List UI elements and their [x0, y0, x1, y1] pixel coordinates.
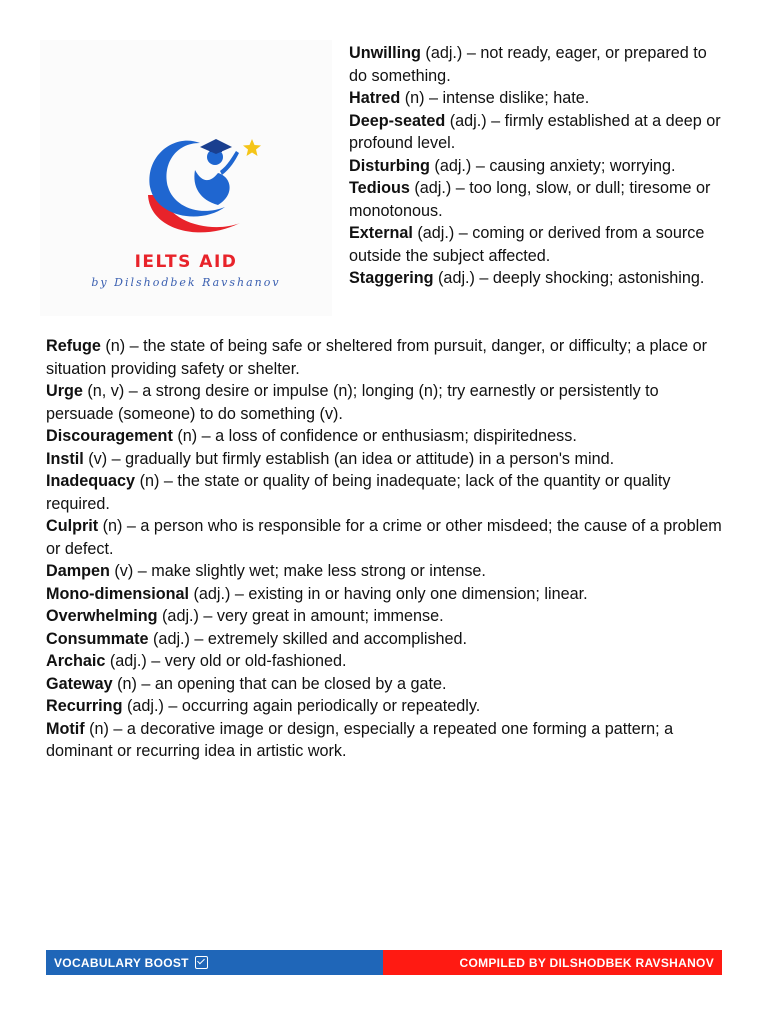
- vocabulary-entry: [46, 583, 728, 606]
- entry-definition: (adj.) – deeply shocking; astonishing.: [433, 269, 705, 287]
- entry-definition: (adj.) – too long, slow, or dull; tiresome or monotonous.: [349, 179, 711, 220]
- vocabulary-entry: [349, 177, 727, 222]
- entry-definition: (v) – gradually but firmly establish (an idea or attitude) in a person's mind.: [83, 449, 615, 468]
- entry-definition: (n) – an opening that can be closed by a gate.: [112, 674, 447, 693]
- entry-definition: (n) – a decorative image or design, especially a repeated one forming a pattern; a dominant or recurring idea in artistic work.: [46, 719, 674, 760]
- entry-term: Consummate: [46, 629, 149, 648]
- entry-term: Gateway: [46, 674, 113, 693]
- footer-left: [46, 950, 383, 975]
- entry-term: Culprit: [46, 517, 99, 535]
- vocabulary-entry: [46, 605, 728, 628]
- entry-term: Staggering: [349, 269, 434, 287]
- entry-definition: (n) – the state of being safe or sheltered from pursuit, danger, or difficulty; a place or situation providing safety or shelter.: [46, 337, 708, 378]
- entry-definition: (n) – intense dislike; hate.: [400, 89, 590, 107]
- vocabulary-entry: [46, 673, 728, 696]
- entry-definition: (v) – make slightly wet; make less strong or intense.: [109, 562, 486, 580]
- entry-definition: (adj.) – extremely skilled and accomplished.: [148, 629, 468, 648]
- entry-term: Disturbing: [349, 156, 430, 175]
- vocabulary-entry: [46, 650, 728, 673]
- entry-term: Discouragement: [46, 427, 173, 445]
- vocabulary-entry: [349, 42, 727, 87]
- vocabulary-entry: [46, 515, 728, 560]
- entry-definition: (adj.) – very great in amount; immense.: [157, 607, 444, 625]
- entry-definition: (adj.) – occurring again periodically or repeatedly.: [122, 697, 481, 715]
- vocabulary-entry: [46, 335, 728, 380]
- vocabulary-entry: [46, 448, 728, 471]
- logo-panel: [40, 40, 332, 316]
- entry-term: Hatred: [349, 89, 401, 107]
- vocabulary-entry: [46, 560, 728, 583]
- vocabulary-entry: [46, 425, 728, 448]
- compiled-by-label: COMPILED BY DILSHODBEK RAVSHANOV: [459, 955, 714, 970]
- main-vocabulary-list: [46, 335, 728, 763]
- vocabulary-entry: [349, 222, 727, 267]
- vocabulary-entry: [349, 267, 727, 290]
- entry-definition: (adj.) – very old or old-fashioned.: [105, 652, 347, 670]
- entry-definition: (n, v) – a strong desire or impulse (n); longing (n); try earnestly or persistently to persuade (someone) to do something (v).: [46, 382, 659, 423]
- ielts-aid-logo-icon: [140, 125, 290, 245]
- entry-term: Recurring: [46, 697, 123, 715]
- entry-term: Dampen: [46, 562, 110, 580]
- vocabulary-entry: [46, 695, 728, 718]
- entry-definition: (n) – a person who is responsible for a crime or other misdeed; the cause of a problem or defect.: [46, 517, 722, 558]
- entry-definition: (adj.) – causing anxiety; worrying.: [429, 156, 676, 175]
- entry-definition: (n) – a loss of confidence or enthusiasm; dispiritedness.: [172, 427, 577, 445]
- logo-title: IELTS AID: [134, 252, 238, 272]
- top-vocabulary-list: [349, 42, 727, 290]
- entry-term: Motif: [46, 719, 85, 738]
- entry-term: Deep-seated: [349, 111, 446, 130]
- vocabulary-boost-label: VOCABULARY BOOST: [54, 955, 189, 970]
- entry-term: Overwhelming: [46, 607, 158, 625]
- entry-term: Urge: [46, 382, 83, 400]
- entry-term: External: [349, 224, 413, 242]
- vocabulary-entry: [349, 155, 727, 178]
- vocabulary-entry: [46, 718, 728, 763]
- entry-term: Mono-dimensional: [46, 584, 189, 603]
- entry-definition: (adj.) – coming or derived from a source outside the subject affected.: [349, 224, 705, 265]
- vocabulary-entry: [349, 110, 727, 155]
- vocabulary-entry: [46, 470, 728, 515]
- logo-subtitle: by Dilshodbek Ravshanov: [91, 276, 281, 289]
- entry-definition: (adj.) – firmly established at a deep or profound level.: [349, 111, 721, 152]
- entry-term: Refuge: [46, 337, 101, 355]
- entry-term: Unwilling: [349, 44, 421, 62]
- entry-definition: (adj.) – not ready, eager, or prepared to do something.: [349, 44, 707, 85]
- entry-term: Instil: [46, 449, 84, 468]
- footer-right: [383, 950, 722, 975]
- vocabulary-entry: [46, 628, 728, 651]
- checkbox-icon: [195, 956, 208, 969]
- vocabulary-entry: [349, 87, 727, 110]
- footer-bar: [46, 950, 722, 975]
- entry-term: Inadequacy: [46, 472, 136, 490]
- entry-definition: (n) – the state or quality of being inadequate; lack of the quantity or quality required.: [46, 472, 671, 513]
- vocabulary-entry: [46, 380, 728, 425]
- entry-definition: (adj.) – existing in or having only one dimension; linear.: [188, 584, 588, 603]
- entry-term: Archaic: [46, 652, 106, 670]
- entry-term: Tedious: [349, 179, 410, 197]
